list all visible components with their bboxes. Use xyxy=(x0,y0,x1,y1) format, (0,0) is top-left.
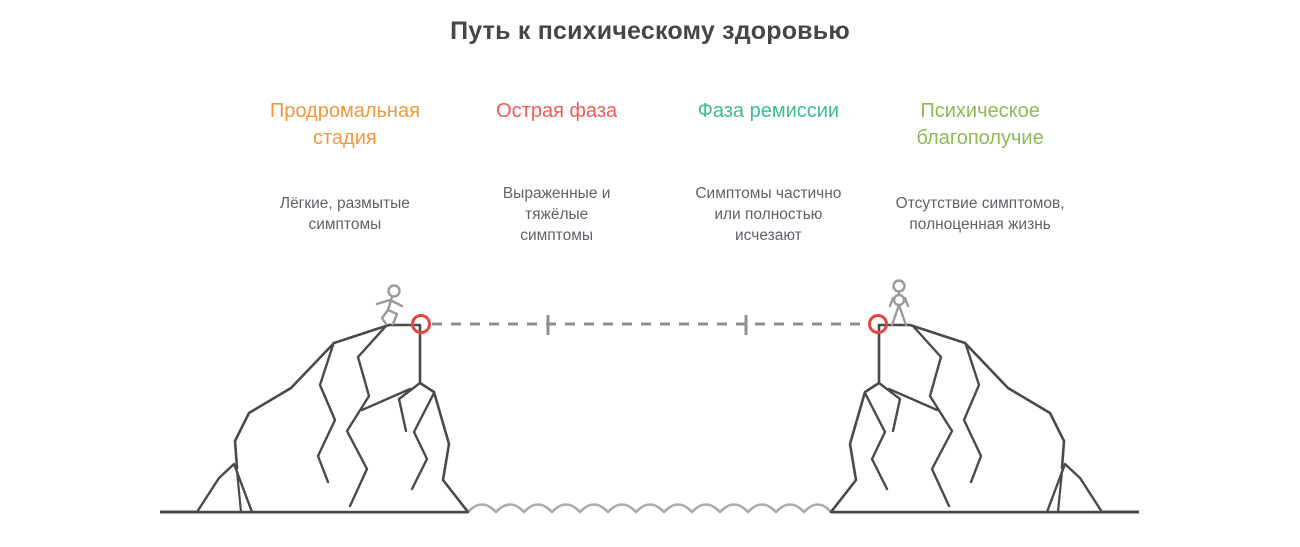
standing-person-icon xyxy=(890,281,908,326)
rope-dashed-line xyxy=(432,315,866,335)
stage-description: Симптомы частично или полностью исчезают xyxy=(695,184,842,244)
stage-description: Лёгкие, размытые симптомы xyxy=(279,195,410,233)
water-wave xyxy=(468,505,831,513)
stage-label: Продромальная стадия xyxy=(269,100,420,149)
stage-label: Острая фаза xyxy=(496,100,618,122)
stage-description: Отсутствие симптомов, полноценная жизнь xyxy=(895,195,1065,233)
stage-description: Выраженные и тяжёлые симптомы xyxy=(502,184,611,244)
left-cliff xyxy=(197,325,468,512)
diagram-title: Путь к психическому здоровью xyxy=(450,17,850,45)
walking-person-icon xyxy=(377,286,402,325)
right-cliff xyxy=(831,325,1102,512)
stage-label: Фаза ремиссии xyxy=(697,100,840,122)
stage-label: Психическое благополучие xyxy=(916,100,1044,149)
